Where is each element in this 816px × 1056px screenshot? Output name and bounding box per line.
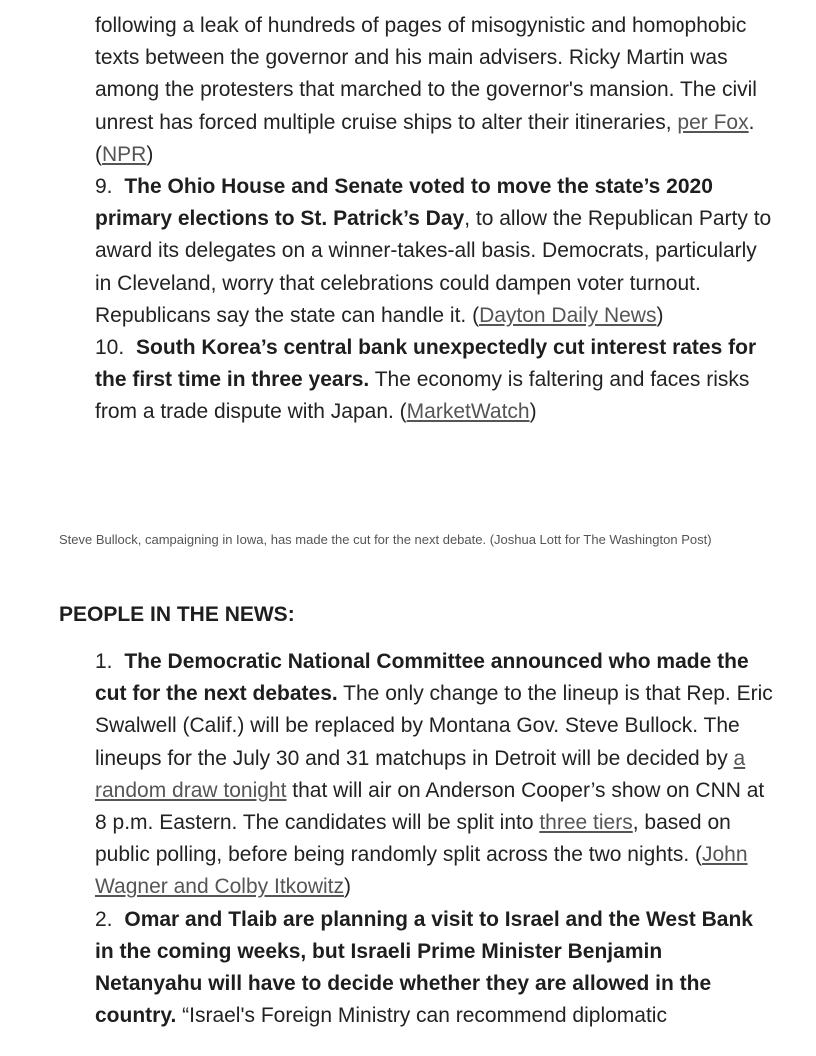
- item-text: , based on public polling, before being randomly split across the two nights. (: [95, 811, 731, 867]
- per-fox-link[interactable]: per Fox: [677, 110, 749, 134]
- item-text: , to allow the Republican Party to award its delegates on a winner-takes-all basis. Democrats, particularly in Cleveland, worry that celebrations could dampen voter turnout. Republicans say the state can handle it. (: [95, 207, 772, 327]
- item-text: ): [656, 303, 664, 327]
- random-draw-link[interactable]: a random draw tonight: [95, 746, 746, 802]
- item-text: ): [146, 142, 154, 166]
- dayton-daily-news-link[interactable]: Dayton Daily News: [479, 303, 657, 327]
- list-item-9: [95, 171, 775, 332]
- item-headline: Omar and Tlaib are planning a visit to Israel and the West Bank in the coming weeks, but Israeli Prime Minister Benjamin Netanyahu will have to decide whether they are allowed in the country.: [95, 907, 753, 1028]
- photo-caption: Steve Bullock, campaigning in Iowa, has made the cut for the next debate. (Joshua Lott for The Washington Post): [59, 532, 712, 547]
- item-text: “Israel's Foreign Ministry can recommend diplomatic: [176, 1004, 667, 1028]
- item-text: The economy is faltering and faces risks from a trade dispute with Japan. (: [95, 368, 750, 424]
- item-text: following a leak of hundreds of pages of misogynistic and homophobic texts between the governor and his main advisers. Ricky Martin was among the protesters that marched to the governor's mansion. The civil unrest has forced multiple cruise ships to alter their itineraries,: [95, 14, 757, 134]
- item-headline: The Ohio House and Senate voted to move the state’s 2020 primary elections to St. Patrick’s Day: [95, 175, 713, 231]
- item-number: 1.: [95, 650, 113, 673]
- list-item-10: [95, 332, 775, 429]
- item-headline: The Democratic National Committee announced who made the cut for the next debates.: [95, 650, 749, 706]
- item-number: 2.: [95, 907, 113, 931]
- people-news-list: [95, 646, 775, 1032]
- three-tiers-link[interactable]: three tiers: [539, 811, 633, 835]
- item-number: 10.: [95, 336, 125, 360]
- item-text: ): [529, 400, 537, 424]
- marketwatch-link[interactable]: MarketWatch: [406, 400, 530, 424]
- news-list-continued: [95, 10, 775, 429]
- item-text: that will air on Anderson Cooper’s show on CNN at 8 p.m. Eastern. The candidates will be split into: [95, 778, 765, 835]
- npr-link[interactable]: NPR: [102, 142, 147, 166]
- item-text: . (: [95, 110, 755, 166]
- item-text: ): [344, 875, 351, 899]
- section-heading: PEOPLE IN THE NEWS:: [59, 603, 295, 626]
- item-headline: South Korea’s central bank unexpectedly cut interest rates for the first time in three years.: [95, 336, 757, 392]
- list-item-1: [95, 646, 775, 904]
- author-link[interactable]: John Wagner and Colby Itkowitz: [95, 843, 748, 899]
- item-text: The only change to the lineup is that Rep. Eric Swalwell (Calif.) will be replaced by Montana Gov. Steve Bullock. The lineups for the July 30 and 31 matchups in Detroit will be decided by: [95, 682, 773, 770]
- list-item-2: [95, 904, 775, 1033]
- list-item-8-continuation: [95, 10, 775, 171]
- item-number: 9.: [95, 175, 113, 199]
